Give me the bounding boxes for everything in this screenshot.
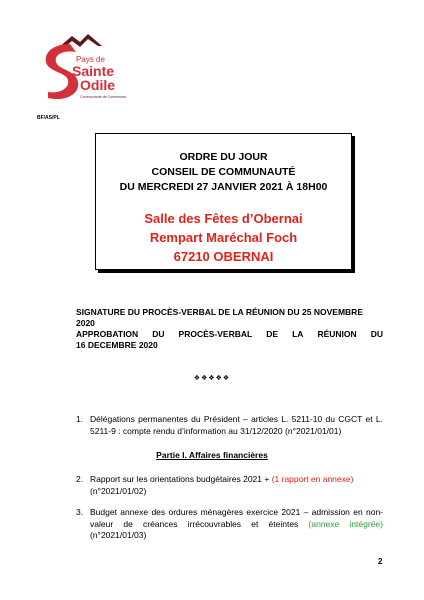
approval-word: DU xyxy=(370,329,383,339)
minutes-signature-line: SIGNATURE DU PROCÈS-VERBAL DE LA RÉUNION DU 25 NOVEMBRE 2020 xyxy=(76,307,363,328)
agenda-item-2 xyxy=(76,474,383,497)
minutes-section xyxy=(76,307,383,351)
approval-word: DE xyxy=(266,329,279,339)
minutes-approval-line xyxy=(76,329,383,340)
document-reference: BF/AS/PL xyxy=(37,115,60,121)
agenda-title: ORDRE DU JOUR xyxy=(179,151,268,163)
venue-name: Salle des Fêtes d’Obernai xyxy=(144,211,303,226)
agenda-date: DU MERCREDI 27 JANVIER 2021 À 18H00 xyxy=(119,181,328,193)
item-text-main: Rapport sur les orientations budgétaires 2021 + xyxy=(90,474,270,484)
approval-word: LA xyxy=(292,329,304,339)
agenda-item-1 xyxy=(76,414,383,437)
page-number: 2 xyxy=(378,557,383,566)
item-text-main: Budget annexe des ordures ménagères exercice 2021 – admission en non-valeur de créances irrécouvrables et éteintes xyxy=(90,507,383,529)
agenda-subtitle: CONSEIL DE COMMUNAUTÉ xyxy=(151,166,296,178)
venue-city: 67210 OBERNAI xyxy=(173,249,274,264)
item-text xyxy=(90,507,383,542)
item-reference: (n°2021/01/03) xyxy=(90,530,147,540)
diamond-separator: ❖❖❖❖❖ xyxy=(193,375,231,382)
logo-tagline: Communauté de Communes xyxy=(80,95,126,99)
agenda-item-3 xyxy=(76,507,383,542)
part-heading: Partie I. Affaires financières xyxy=(156,450,268,460)
logo-pays-de: Pays de xyxy=(76,55,105,64)
minutes-approval-date: 16 DECEMBRE 2020 xyxy=(76,340,158,350)
venue-street: Rempart Maréchal Foch xyxy=(149,230,298,245)
item-annex: (annexe intégrée) xyxy=(308,518,383,529)
item-reference: (n°2021/01/02) xyxy=(90,485,147,496)
item-number: 1. xyxy=(76,414,84,424)
approval-word: RÉUNION xyxy=(317,329,357,339)
item-annex: (1 rapport en annexe) xyxy=(271,474,354,484)
item-number: 3. xyxy=(76,507,84,517)
pays-sainte-odile-logo xyxy=(36,30,132,102)
item-text xyxy=(90,474,383,497)
item-text: Délégations permanentes du Président – articles L. 5211-10 du CGCT et L. 5211-9 : compte rendu d’information au 31/12/2020 (n°2021/01/01) xyxy=(90,414,383,436)
approval-word: PROCÈS-VERBAL xyxy=(178,329,253,339)
logo-sainte: Sainte xyxy=(72,63,115,79)
approval-word: APPROBATION xyxy=(76,329,139,339)
approval-word: DU xyxy=(152,329,165,339)
agenda-header-box xyxy=(95,133,352,270)
item-number: 2. xyxy=(76,474,84,484)
logo-odile: Odile xyxy=(80,77,116,93)
